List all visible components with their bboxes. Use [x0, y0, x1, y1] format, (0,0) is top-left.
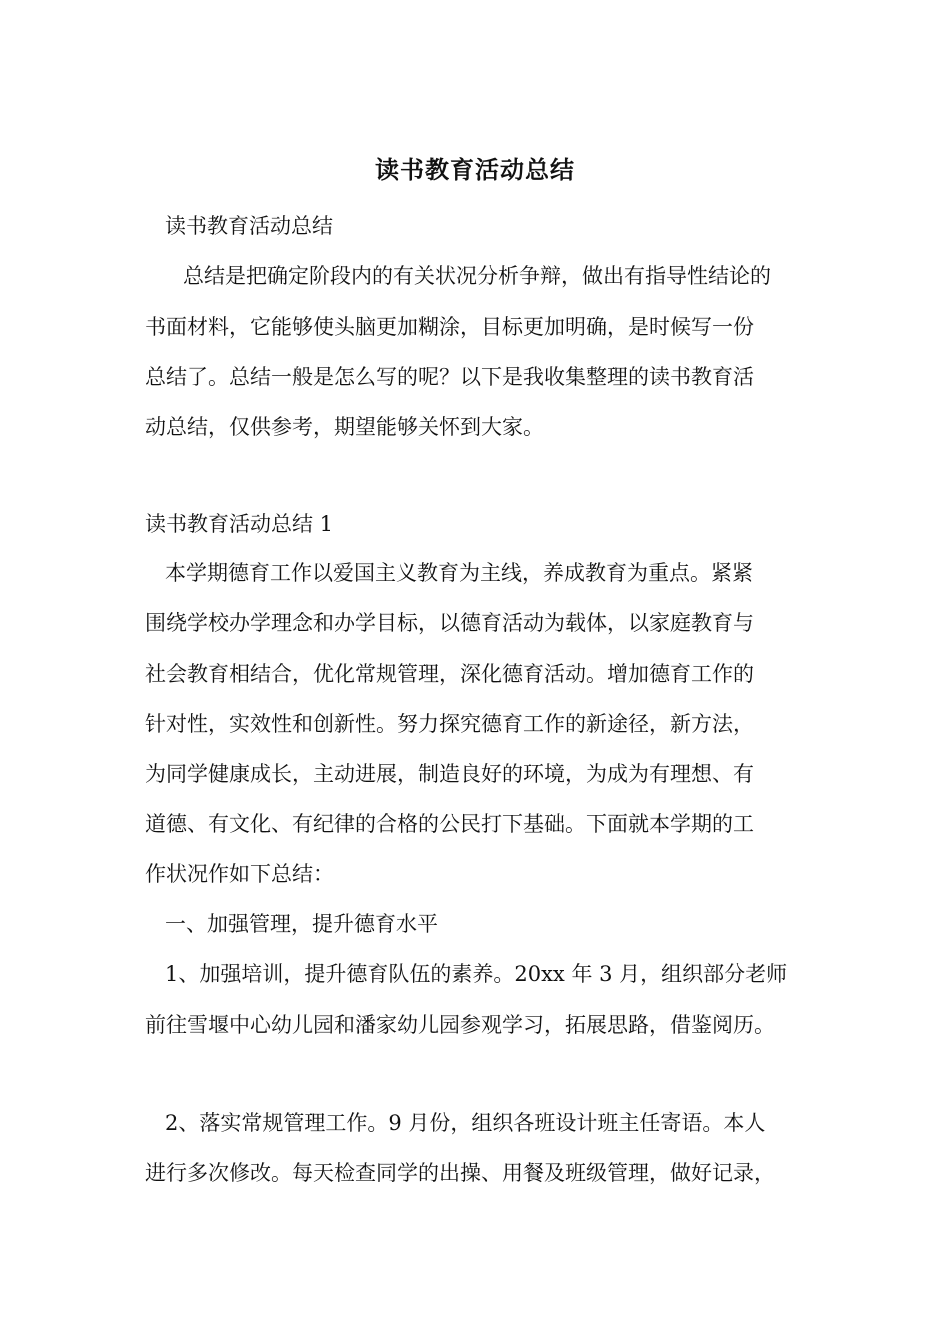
- paragraph-line: 总结了。总结一般是怎么写的呢？以下是我收集整理的读书教育活: [145, 365, 754, 389]
- paragraph-line: 社会教育相结合，优化常规管理，深化德育活动。增加德育工作的: [145, 662, 754, 686]
- subsection-heading: 一、加强管理，提升德育水平: [165, 912, 438, 936]
- paragraph-line: 1、加强培训，提升德育队伍的素养。20xx 年 3 月，组织部分老师: [165, 962, 788, 986]
- paragraph-line: 针对性，实效性和创新性。努力探究德育工作的新途径，新方法，: [145, 712, 754, 736]
- paragraph-line: 进行多次修改。每天检查同学的出操、用餐及班级管理，做好记录，: [145, 1161, 775, 1185]
- paragraph-line: 作状况作如下总结：: [145, 862, 334, 886]
- document-title: 读书教育活动总结: [375, 155, 575, 184]
- paragraph-line: 书面材料，它能够使头脑更加糊涂，目标更加明确，是时候写一份: [145, 315, 754, 339]
- paragraph-line: 前往雪堰中心幼儿园和潘家幼儿园参观学习，拓展思路，借鉴阅历。: [145, 1013, 775, 1037]
- paragraph-line: 2、落实常规管理工作。9 月份，组织各班设计班主任寄语。本人: [165, 1111, 766, 1135]
- paragraph-line: 总结是把确定阶段内的有关状况分析争辩，做出有指导性结论的: [183, 264, 771, 288]
- paragraph-line: 本学期德育工作以爱国主义教育为主线，养成教育为重点。紧紧: [165, 561, 753, 585]
- paragraph-line: 道德、有文化、有纪律的合格的公民打下基础。下面就本学期的工: [145, 812, 754, 836]
- subtitle-line: 读书教育活动总结: [165, 214, 333, 238]
- paragraph-line: 为同学健康成长，主动进展，制造良好的环境，为成为有理想、有: [145, 762, 754, 786]
- paragraph-line: 围绕学校办学理念和办学目标，以德育活动为载体，以家庭教育与: [145, 611, 754, 635]
- section-heading: 读书教育活动总结 1: [145, 512, 334, 536]
- paragraph-line: 动总结，仅供参考，期望能够关怀到大家。: [145, 415, 544, 439]
